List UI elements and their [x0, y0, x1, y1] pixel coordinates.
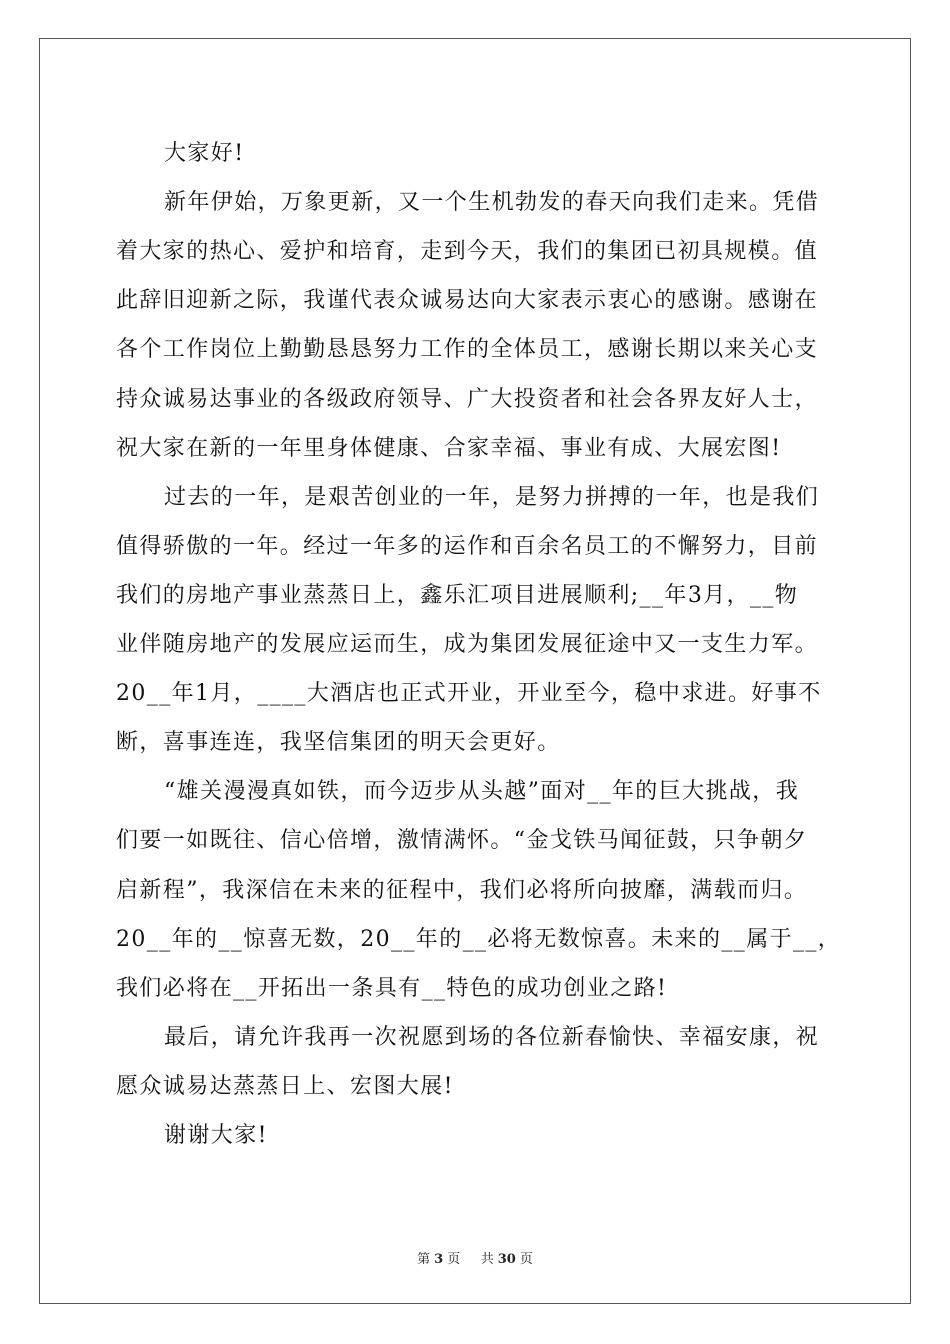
paragraph-line: 我们必将在__开拓出一条具有__特色的成功创业之路!	[116, 975, 668, 1001]
footer-total-suffix: 页	[519, 1252, 533, 1267]
paragraph-line: 业伴随房地产的发展应运而生，成为集团发展征途中又一支生力军。	[116, 632, 819, 657]
footer-page-suffix: 页	[447, 1252, 461, 1267]
paragraph-line: 们要一如既往、信心倍增，激情满怀。“金戈铁马闻征鼓，只争朝夕	[116, 828, 808, 854]
paragraph-line: 我们的房地产事业蒸蒸日上，鑫乐汇项目进展顺利;__年3月，__物	[116, 582, 799, 608]
footer-page-prefix: 第	[417, 1252, 431, 1267]
paragraph-first-line: “雄关漫漫真如铁，而今迈步从头越”面对__年的巨大挑战，我	[164, 779, 800, 805]
paragraph-line: 启新程”，我深信在未来的征程中，我们必将所向披靡，满载而归。	[116, 877, 808, 903]
paragraph-line: 20__年的__惊喜无数，20__年的__必将无数惊喜。未来的__属于__，	[116, 926, 842, 952]
page-frame	[39, 38, 911, 1304]
paragraph-line: 此辞旧迎新之际，我谨代表众诚易达向大家表示衷心的感谢。感谢在	[116, 288, 819, 314]
paragraph-line: 持众诚易达事业的各级政府领导、广大投资者和社会各界友好人士，	[116, 386, 819, 412]
paragraph-first-line: 过去的一年，是艰苦创业的一年，是努力拼搏的一年，也是我们	[164, 484, 820, 510]
paragraph-line: 值得骄傲的一年。经过一年多的运作和百余名员工的不懈努力，目前	[116, 533, 819, 559]
paragraph-first-line: 谢谢大家!	[164, 1123, 268, 1148]
paragraph-line: 祝大家在新的一年里身体健康、合家幸福、事业有成、大展宏图!	[116, 435, 782, 461]
paragraph-line: 20__年1月，____大酒店也正式开业，开业至今，稳中求进。好事不	[116, 681, 822, 707]
paragraph-line: 愿众诚易达蒸蒸日上、宏图大展!	[116, 1073, 454, 1099]
paragraph-line: 各个工作岗位上勤勤恳恳努力工作的全体员工，感谢长期以来关心支	[116, 337, 819, 363]
footer-total-pages: 30	[497, 1252, 516, 1267]
footer-page-number: 3	[434, 1252, 444, 1267]
paragraph-first-line: 大家好!	[164, 141, 245, 166]
page-footer	[0, 1248, 950, 1267]
footer-total-prefix: 共	[480, 1252, 494, 1267]
paragraph-line: 着大家的热心、爱护和培育，走到今天，我们的集团已初具规模。值	[116, 239, 819, 265]
paragraph-line: 断，喜事连连，我坚信集团的明天会更好。	[116, 730, 561, 756]
paragraph-first-line: 新年伊始，万象更新，又一个生机勃发的春天向我们走来。凭借	[164, 190, 820, 216]
paragraph-first-line: 最后，请允许我再一次祝愿到场的各位新春愉快、幸福安康，祝	[164, 1024, 820, 1050]
